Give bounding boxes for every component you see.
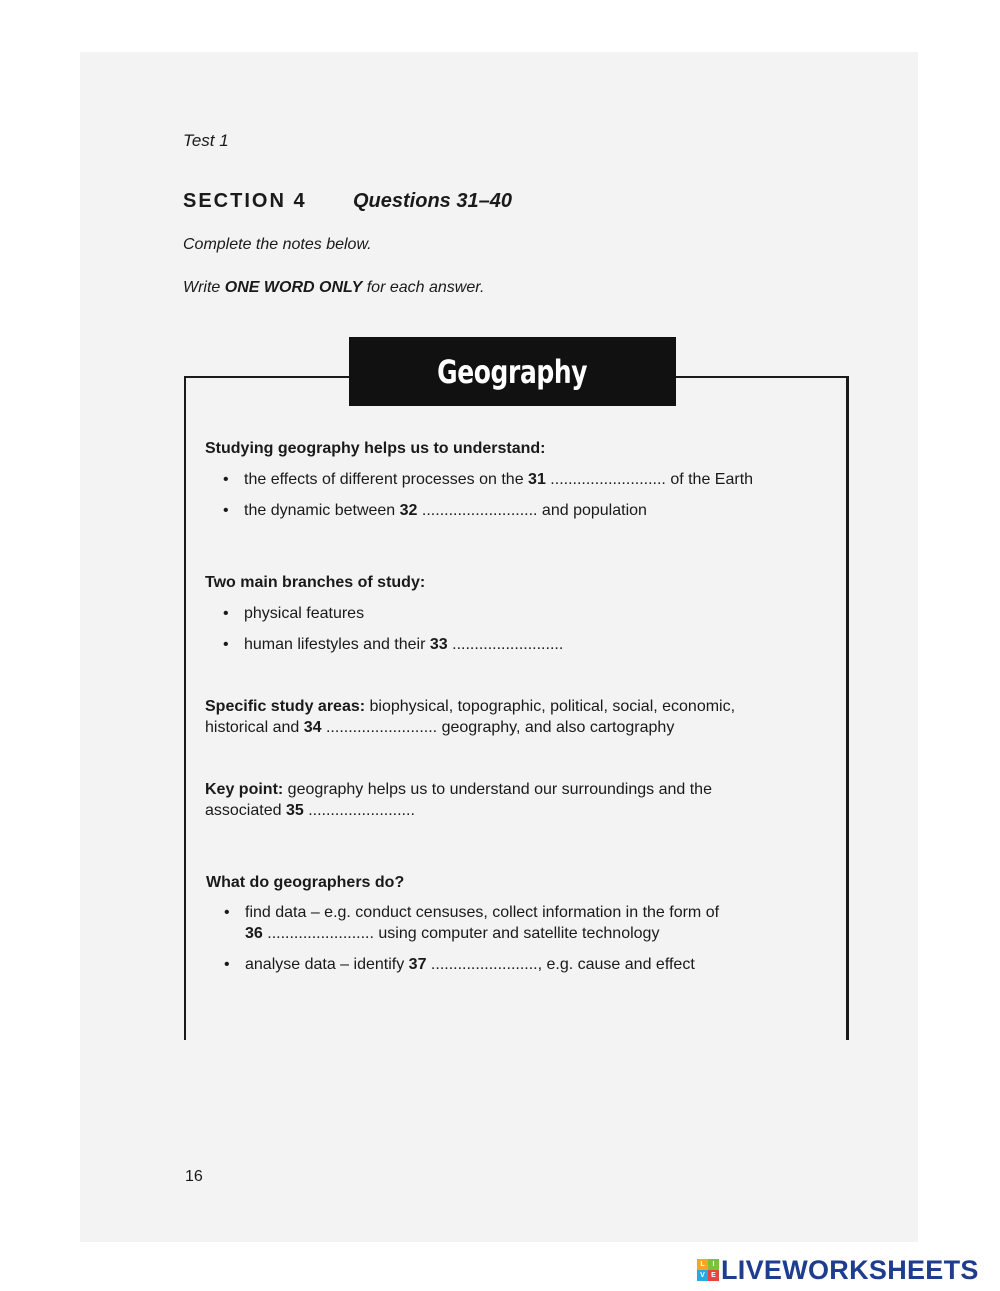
question-32-number: 32 [399,502,418,519]
answer-blank-32[interactable]: .......................... and population [421,502,647,519]
question-33-number: 33 [429,636,448,653]
list-item: • the dynamic between 32 .......................... and population [223,502,647,519]
question-37-number: 37 [408,956,427,973]
block4-line2: associated 35 ........................ [205,802,415,819]
notes-title: Geography [437,352,588,391]
list-item: • analyse data – identify 37 ........................, e.g. cause and effect [224,956,695,973]
question-36-number: 36 [245,925,263,942]
instruction-word-limit: Write ONE WORD ONLY for each answer. [183,279,485,296]
answer-blank-35[interactable]: ........................ [308,802,415,819]
block1-heading: Studying geography helps us to understand: [205,440,546,457]
question-35-number: 35 [285,802,304,819]
block3-line1: Specific study areas: biophysical, topographic, political, social, economic, [205,698,736,715]
block5-heading: What do geographers do? [206,874,405,891]
question-31-number: 31 [528,471,546,488]
list-item: • human lifestyles and their 33 ......................... [223,636,564,653]
notes-title-banner [349,337,676,406]
answer-blank-33[interactable]: ......................... [452,636,564,653]
block3-label: Specific study areas: [205,698,366,715]
brand-name: LIVEWORKSHEETS [721,1254,979,1285]
liveworksheets-logo-icon: L I V E [697,1259,719,1281]
list-item: • find data – e.g. conduct censuses, collect information in the form of [224,904,720,921]
answer-blank-37[interactable]: ........................, e.g. cause and effect [430,956,695,973]
test-label: Test 1 [183,131,229,150]
question-34-number: 34 [303,719,322,736]
instruction-complete: Complete the notes below. [183,236,372,253]
list-item: • physical features [223,605,365,622]
section-title: SECTION 4 [183,190,307,212]
questions-range: Questions 31–40 [353,190,512,212]
answer-blank-34[interactable]: ......................... geography, and also cartography [325,719,675,736]
block4-line1: Key point: geography helps us to understand our surroundings and the [205,781,712,798]
block2-heading: Two main branches of study: [205,574,426,591]
liveworksheets-brand[interactable] [697,1255,979,1285]
block3-line2: historical and 34 ......................... geography, and also cartography [205,719,675,736]
answer-blank-31[interactable]: .......................... of the Earth [550,471,754,488]
list-item: • the effects of different processes on the 31 .......................... of the Earth [223,471,754,488]
page-number: 16 [185,1168,203,1185]
answer-blank-36[interactable]: ........................ using computer and satellite technology [267,925,660,942]
list-item-continuation [245,925,659,943]
block4-label: Key point: [205,781,284,798]
